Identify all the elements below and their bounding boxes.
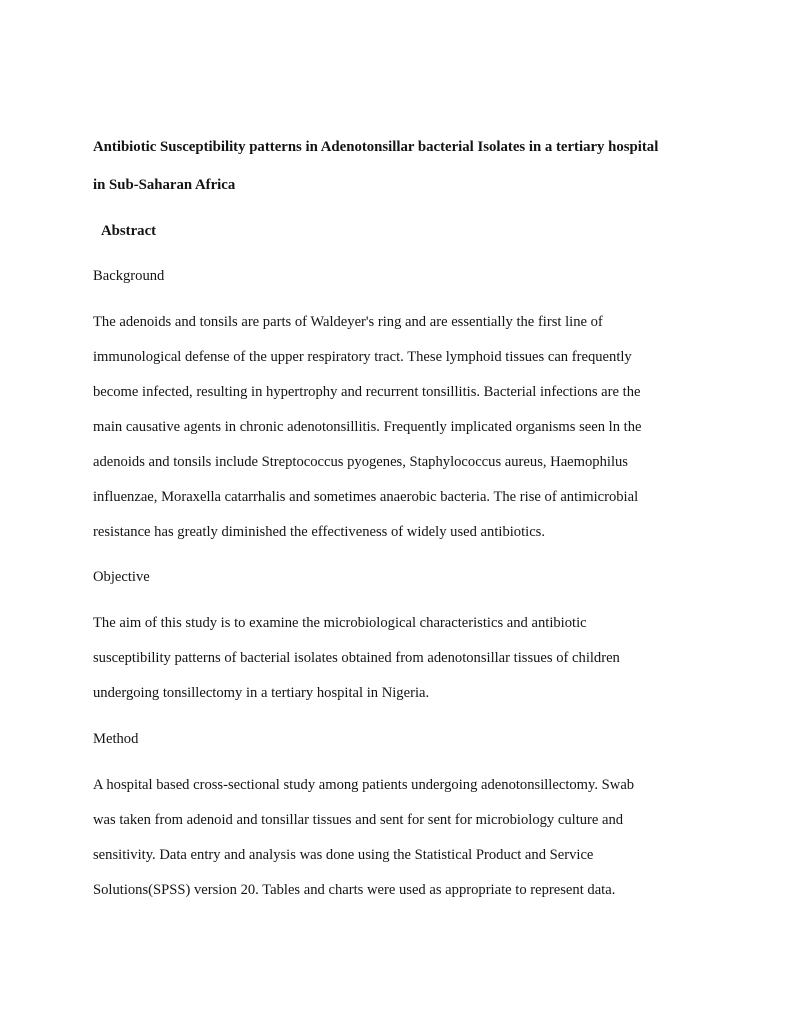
- background-line: immunological defense of the upper respiratory tract. These lymphoid tissues can frequently: [93, 349, 632, 365]
- method-line: sensitivity. Data entry and analysis was done using the Statistical Product and Service: [93, 847, 594, 863]
- background-line: resistance has greatly diminished the effectiveness of widely used antibiotics.: [93, 524, 546, 540]
- background-heading: Background: [93, 268, 165, 284]
- method-heading: Method: [93, 731, 139, 747]
- abstract-heading: Abstract: [101, 223, 157, 239]
- background-line: The adenoids and tonsils are parts of Waldeyer's ring and are essentially the first line of: [93, 314, 603, 330]
- background-line: influenzae, Moraxella catarrhalis and sometimes anaerobic bacteria. The rise of antimicrobial: [93, 489, 639, 505]
- title-line-2: in Sub-Saharan Africa: [93, 177, 236, 193]
- background-line: main causative agents in chronic adenotonsillitis. Frequently implicated organisms seen ln the: [93, 419, 642, 435]
- method-line: A hospital based cross-sectional study among patients undergoing adenotonsillectomy. Swab: [93, 777, 635, 793]
- objective-line: susceptibility patterns of bacterial isolates obtained from adenotonsillar tissues of children: [93, 650, 620, 666]
- background-line: become infected, resulting in hypertrophy and recurrent tonsillitis. Bacterial infections are the: [93, 384, 641, 400]
- method-line: Solutions(SPSS) version 20. Tables and charts were used as appropriate to represent data.: [93, 882, 616, 898]
- method-line: was taken from adenoid and tonsillar tissues and sent for sent for microbiology culture and: [93, 812, 624, 828]
- objective-line: The aim of this study is to examine the microbiological characteristics and antibiotic: [93, 615, 587, 631]
- objective-heading: Objective: [93, 569, 150, 585]
- title-line-1: Antibiotic Susceptibility patterns in Adenotonsillar bacterial Isolates in a tertiary hospital: [93, 139, 659, 155]
- background-line: adenoids and tonsils include Streptococcus pyogenes, Staphylococcus aureus, Haemophilus: [93, 454, 628, 470]
- objective-line: undergoing tonsillectomy in a tertiary hospital in Nigeria.: [93, 685, 430, 701]
